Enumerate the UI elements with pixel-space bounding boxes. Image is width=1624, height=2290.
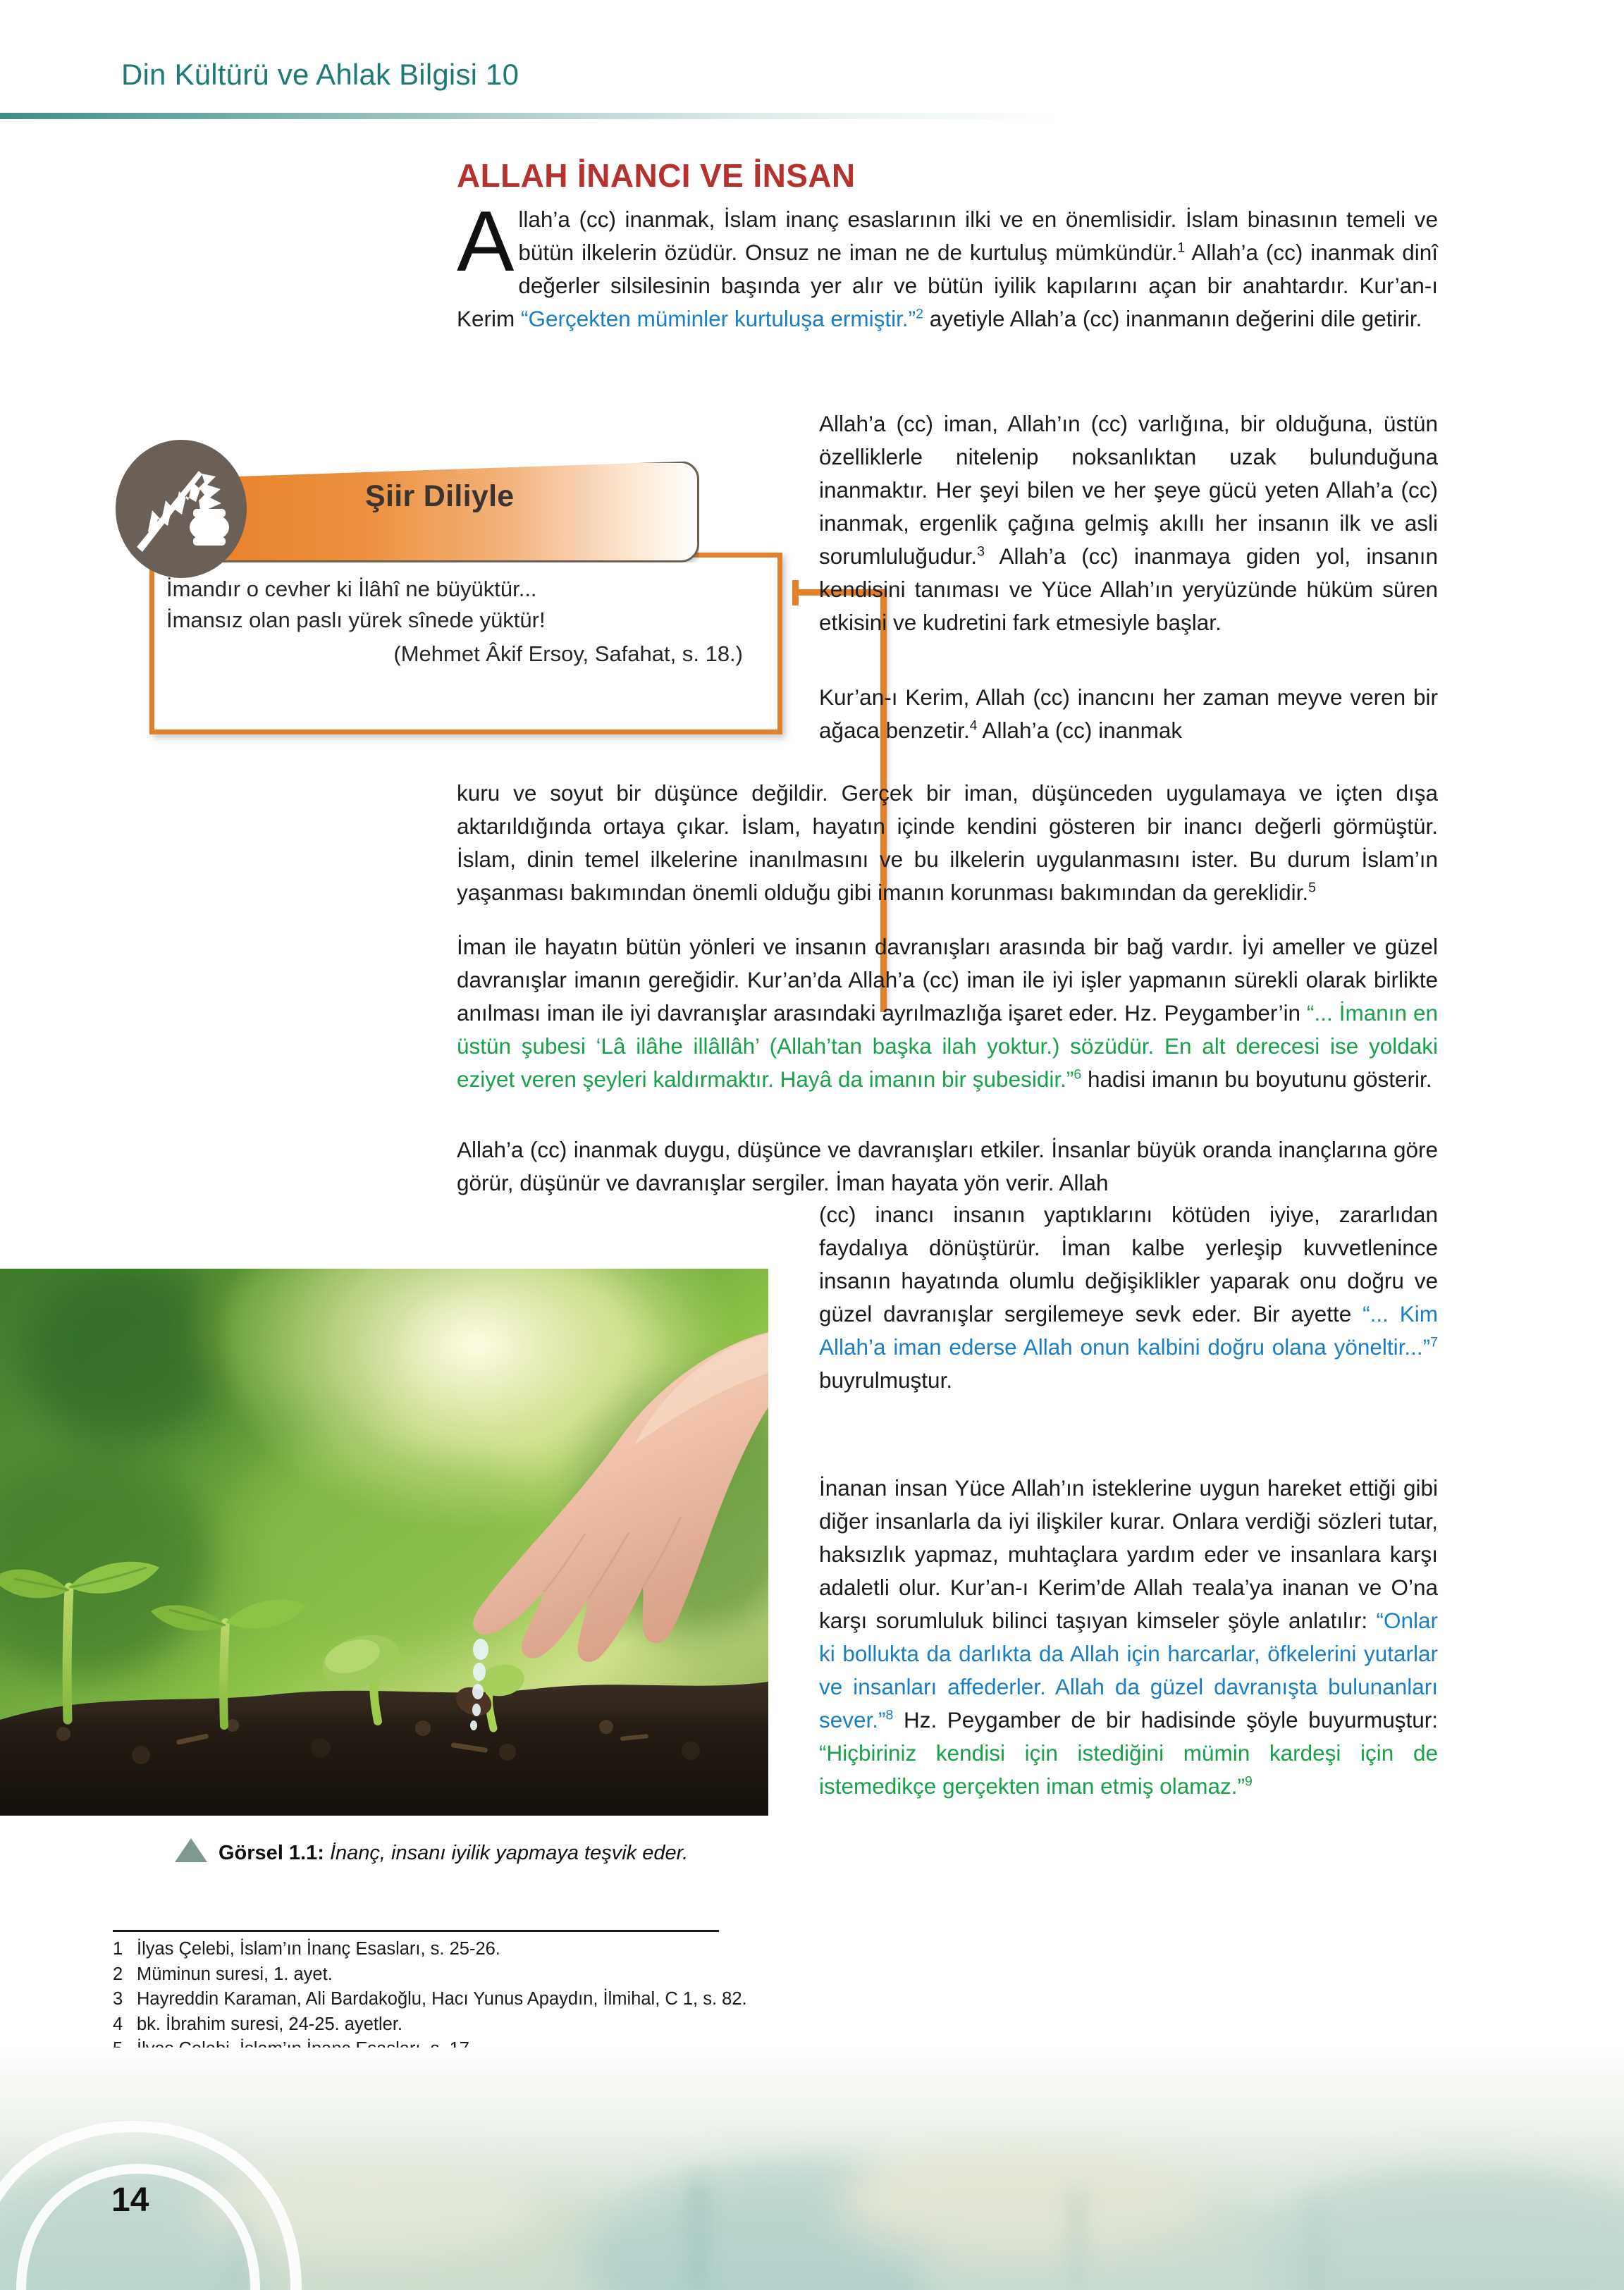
wide1-text: kuru ve soyut bir düşünce değildir. Gerçek bir iman, düşünceden uygulamaya ve içten dışa aktarıldığında ortaya çıkar. İslam, hayatın içinde kendini gösteren bir inancı değerli görmüştür. İslam, dinin temel ilkelerine inanılmasını ve bu ilkelerin uygulanmasını ister. Bu durum İslam’ın yaşanması bakımından önemli olduğu gibi imanın korunması bakımından da gereklidir. [457, 780, 1438, 905]
right2-text-a: Kur’an-ı Kerim, Allah (cc) inancını her zaman meyve veren bir ağaca benzetir. [819, 684, 1438, 743]
poem-banner-label: Şiir Diliyle [365, 479, 515, 513]
quill-pen-inkwell-icon [116, 440, 247, 578]
paragraph-wide-2 [457, 930, 1438, 1096]
right2-text-b: Allah’a (cc) inanmak [977, 718, 1183, 743]
footnote-ref-9: 9 [1244, 1773, 1253, 1790]
quran-quote-3: “Onlar ki bollukta da darlıkta da Allah için harcarlar, öfkelerini yutarlar ve insanları affederler. Allah da güzel davranışta bulunanları sever.” [819, 1608, 1438, 1732]
footnote-item [113, 1962, 888, 1988]
footnote-ref-2: 2 [916, 306, 924, 322]
page-number: 14 [111, 2181, 149, 2219]
paragraph-right-4 [819, 1472, 1438, 1803]
drop-cap: A [457, 193, 515, 289]
intro-text-c: ayetiyle Allah’a (cc) inanmanın değerini dile getirir. [923, 306, 1422, 331]
paragraph-right-2 [819, 681, 1438, 747]
footnote-item [113, 1987, 888, 2012]
right4-text-a: İnanan insan Yüce Allah’ın isteklerine uygun hareket ettiği gibi diğer insanlarla da iyi ilişkiler kurar. Onlara verdiği sözleri tutar, haksızlık yapmaz, muhtaçlara yardım eder ve insanlara karşı adaletli olur. Kur’an-ı Kerim’de Allah ᴛeala’ya inanan ve O’na karşı sorumluluk bilinci taşıyan kimseler şöyle anlatılır: [819, 1475, 1438, 1633]
right1-text-b: Allah’a (cc) inanmaya giden yol, insanın kendisini tanıması ve Yüce Allah’ın yeryüzünde hüküm süren etkisini ve kudretini fark etmesiyle başlar. [819, 543, 1438, 635]
figure-caption [175, 1838, 781, 1866]
right1-text-a: Allah’a (cc) iman, Allah’ın (cc) varlığına, bir olduğuna, üstün özelliklerle nitelenip noksanlıktan uzak bulunduğuna inanmaktır. Her şeyi bilen ve her şeye gücü yeten Allah’a (cc) inanmak, ergenlik çağına gelmiş akıllı her insanın ilk ve asli sorumluluğudur. [819, 411, 1438, 569]
paragraph-right-3 [819, 1198, 1438, 1397]
poem-text [166, 574, 758, 670]
paragraph-right-1 [819, 407, 1438, 639]
quran-quote-1: “Gerçekten müminler kurtuluşa ermiştir.” [521, 306, 916, 331]
footnote-item [113, 2012, 888, 2038]
footer-watercolor-texture [0, 2048, 1624, 2290]
hadith-quote-1: “... İmanın en üstün şubesi ‘Lâ ilâhe illâllâh’ (Allah’tan başka ilah yoktur.) sözüdür. En alt derecesi ise yoldaki eziyet veren şeyleri kaldırmaktır. Hayâ da imanın bir şubesidir.” [457, 1000, 1438, 1092]
footnote-ref-3: 3 [977, 543, 985, 560]
footnote-number: 3 [113, 1989, 123, 2009]
footnote-number: 2 [113, 1964, 123, 1984]
intro-text-a: llah’a (cc) inanmak, İslam inanç esaslarının ilki ve en önemlisidir. İslam binasının temeli ve bütün ilkelerin özüdür. Onsuz ne iman ne de kurtuluş mümkündür. [518, 207, 1438, 265]
header-divider [0, 113, 1057, 119]
footnote-number: 1 [113, 1939, 123, 1959]
poem-line-2: İmansız olan paslı yürek sînede yüktür! [166, 608, 546, 632]
footnote-text: Müminun suresi, 1. ayet. [137, 1964, 333, 1984]
seedlings-watered-by-hand-photo [0, 1269, 768, 1816]
right3-text-b: buyrulmuştur. [819, 1367, 953, 1393]
footnote-ref-7: 7 [1430, 1334, 1438, 1350]
poem-line-1: İmandır o cevher ki İlâhî ne büyüktür... [166, 577, 537, 601]
quran-quote-2: “... Kim Allah’a iman ederse Allah onun kalbini doğru olana yöneltir...” [819, 1301, 1438, 1360]
book-title: Din Kültürü ve Ahlak Bilgisi 10 [121, 58, 519, 91]
footnote-text: İlyas Çelebi, İslam’ın İnanç Esasları, s. 25-26. [137, 1939, 500, 1959]
footnote-ref-1: 1 [1177, 240, 1186, 256]
footnote-ref-4: 4 [969, 718, 978, 734]
footnote-text: Hayreddin Karaman, Ali Bardakoğlu, Hacı Yunus Apaydın, İlmihal, C 1, s. 82. [137, 1989, 747, 2009]
poem-callout-box [113, 436, 825, 739]
footnote-ref-6: 6 [1074, 1066, 1082, 1083]
right3-text-a: (cc) inancı insanın yaptıklarını kötüden iyiye, zararlıdan faydalıya dönüştürür. İman kalbe yerleşip kuvvetlenince insanın hayatında olumlu değişiklikler yaparak onu doğru ve güzel davranışlar sergilemeye sevk eder. Bir ayette [819, 1202, 1438, 1326]
paragraph-wide-3 [457, 1133, 1438, 1200]
footnote-text: bk. İbrahim suresi, 24-25. ayetler. [137, 2014, 403, 2034]
poem-source: (Mehmet Âkif Ersoy, Safahat, s. 18.) [393, 641, 743, 666]
footnote-divider [113, 1930, 719, 1932]
footnote-ref-8: 8 [885, 1707, 894, 1723]
triangle-bullet-icon [175, 1838, 207, 1862]
footnote-item [113, 1937, 888, 1962]
footnote-ref-5: 5 [1308, 880, 1317, 896]
page-title: ALLAH İNANCI VE İNSAN [457, 157, 856, 194]
footnote-number: 4 [113, 2014, 123, 2034]
wide2-text-b: hadisi imanın bu boyutunu gösterir. [1081, 1066, 1432, 1092]
paragraph-intro [457, 193, 1438, 336]
wide2-text-a: İman ile hayatın bütün yönleri ve insanın davranışları arasında bir bağ vardır. İyi ameller ve güzel davranışlar imanın gereğidir. Kur’an’da Allah’a (cc) iman ile iyi işler yapmanın sürekli olarak birlikte anılması iman ile iyi davranışlar arasındaki ayrılmazlığa işaret eder. Hz. Peygamber’in [457, 934, 1438, 1026]
wide3-text: Allah’a (cc) inanmak duygu, düşünce ve davranışları etkiler. İnsanlar büyük oranda inançlarına göre görür, düşünür ve davranışlar sergiler. İman hayata yön verir. Allah [457, 1137, 1438, 1195]
hadith-quote-2: “Hiçbiriniz kendisi için istediğini mümin kardeşi için de istemedikçe gerçekten iman etmiş olamaz.” [819, 1740, 1438, 1799]
caption-text: İnanç, insanı iyilik yapmaya teşvik eder. [324, 1842, 689, 1864]
paragraph-wide-1 [457, 777, 1438, 909]
right4-text-b: Hz. Peygamber de bir hadisinde şöyle buyurmuştur: [893, 1707, 1438, 1732]
intro-text-b: Allah’a (cc) inanmak dinî değerler silsilesinin başında yer alır ve bütün iyilik kapılarını açan bir anahtardır. Kur’an-ı Kerim [457, 240, 1438, 331]
caption-label: Görsel 1.1: [219, 1842, 324, 1864]
